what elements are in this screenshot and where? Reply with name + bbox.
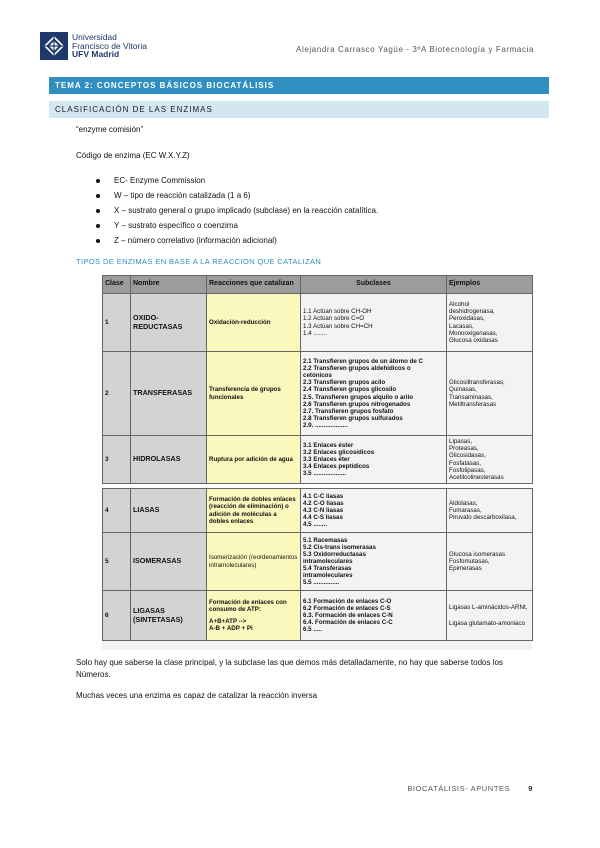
list-item-text: EC- Enzyme Commission xyxy=(114,176,206,185)
subclass-item: 3.4 Enlaces peptídicos xyxy=(303,463,370,471)
reaction-cell: Oxidación-reducción xyxy=(207,294,301,352)
subclass-item: 1.4 ........ xyxy=(303,329,328,337)
footer-label: BIOCATÁLISIS- APUNTES xyxy=(407,784,511,793)
example-item: Acetilcolinesterasas xyxy=(449,473,504,481)
example-item: Metiltransferasas xyxy=(449,400,497,408)
table-row xyxy=(103,294,533,352)
bullet-icon xyxy=(96,239,100,243)
list-item-text: Z – número correlativo (información adicional) xyxy=(114,236,277,245)
subclass-item: intramoleculares xyxy=(303,557,353,565)
bullet-icon xyxy=(96,179,100,183)
subclasses-cell xyxy=(301,591,447,641)
header-cell: Clase xyxy=(103,276,131,294)
class-cell: 3 xyxy=(103,436,131,484)
example-item: deshidrogenasa, xyxy=(449,308,495,316)
reaction-cell: Formación de dobles enlaces (reacción de eliminación) o adición de moléculas a dobles enlaces xyxy=(207,489,301,533)
examples-cell xyxy=(447,489,533,533)
subclass-item: 6.1 Formación de enlaces C-O xyxy=(303,597,392,605)
subclass-item: 3.2 Enlaces glicosídicos xyxy=(303,448,375,456)
list-item-text: X – sustrato general o grupo implicado (subclase) en la reacción catalítica. xyxy=(114,206,379,215)
header-cell: Ejemplos xyxy=(447,276,533,294)
enzyme-classes-table xyxy=(102,275,533,641)
name-cell: LIGASAS (SINTETASAS) xyxy=(131,591,207,641)
subclasses-cell xyxy=(301,352,447,436)
subclass-item: 2.6 Transfieren grupos nitrogenados xyxy=(303,400,411,408)
name-cell: LIASAS xyxy=(131,489,207,533)
example-item: Fosfomutasas, xyxy=(449,557,490,565)
example-item: Quinasas, xyxy=(449,386,477,394)
example-item: Peroxidasas, xyxy=(449,315,485,323)
examples-cell xyxy=(447,436,533,484)
page-footer xyxy=(407,784,533,793)
subclass-item: 6.4. Formación de enlaces C-C xyxy=(303,619,393,627)
reaction-cell xyxy=(207,591,301,641)
subclass-item: 2.7. Transfieren grupos fosfato xyxy=(303,407,394,415)
header-cell: Subclases xyxy=(301,276,447,294)
class-cell: 2 xyxy=(103,352,131,436)
subclass-item: 4.3 C-N liasas xyxy=(303,506,344,514)
example-item: Glicosiltransferasas, xyxy=(449,379,505,387)
header-cell: Nombre xyxy=(131,276,207,294)
subclass-item: 2.9. ................... xyxy=(303,422,348,429)
example-item: Monooxigenasas, xyxy=(449,329,498,337)
list-item xyxy=(96,203,378,218)
name-cell: HIDROLASAS xyxy=(131,436,207,484)
list-item-text: W – tipo de reacción catalizada (1 a 6) xyxy=(114,191,251,200)
table-header-row xyxy=(103,276,533,294)
example-item: Ligasa glutamato-amoniaco xyxy=(449,619,526,627)
subclass-item: 3.5 ................... xyxy=(303,470,346,478)
reaction-text: Formación de enlaces con consumo de ATP: xyxy=(209,598,287,613)
subclass-item: 1.3 Actúan sobre CH=CH xyxy=(303,322,373,330)
logo-line-1: Universidad xyxy=(72,32,117,43)
example-item: Ligasas L-aminácidos-ARNt, xyxy=(449,604,528,612)
subclass-item: 4.2 C-O liasas xyxy=(303,499,344,507)
examples-cell xyxy=(447,352,533,436)
subclass-item: intramoleculares xyxy=(303,572,353,580)
name-cell: ISOMERASAS xyxy=(131,533,207,591)
subclass-item: 2.4 Transfieren grupos glicosilo xyxy=(303,386,397,394)
examples-cell xyxy=(447,591,533,641)
note-paragraph-1: Solo hay que saberse la clase principal, y la subclase las que demos más detalladamente, no hay que saberse todos los Números. xyxy=(76,658,503,679)
table-row xyxy=(103,533,533,591)
header-author: Alejandra Carrasco Yagüe - 3ºA Biotecnología y Farmacia xyxy=(296,45,534,54)
example-item: Glucosa oxidasas xyxy=(449,336,498,344)
subclass-item: 3.3 Enlaces éter xyxy=(303,455,350,463)
header-cell: Reacciones que catalizan xyxy=(207,276,301,294)
examples-cell xyxy=(447,294,533,352)
logo-line-2: Francisco de Vitoria xyxy=(72,40,147,51)
example-item: Fosfatasas, xyxy=(449,459,481,467)
quote-text: “enzyme comisión” xyxy=(76,125,144,134)
name-cell: OXIDO-REDUCTASAS xyxy=(131,294,207,352)
list-item-text: Y – sustrato específico o coenzima xyxy=(114,221,238,230)
note-paragraph-2: Muchas veces una enzima es capaz de catalizar la reacción inversa xyxy=(76,691,318,700)
subclass-item: 5.2 Cis-trans isomerasas xyxy=(303,543,376,551)
reaction-equation-2: A-B + ADP + Pi xyxy=(209,625,253,633)
enzyme-code-text: Código de enzima (EC W.X.Y.Z) xyxy=(76,151,190,160)
list-item xyxy=(96,173,378,188)
reaction-cell: Transferencia de grupos funcionales xyxy=(207,352,301,436)
example-item: Alcohol xyxy=(449,301,470,309)
bullet-icon xyxy=(96,194,100,198)
list-item xyxy=(96,188,378,203)
class-cell: 4 xyxy=(103,489,131,533)
subclasses-cell xyxy=(301,533,447,591)
example-item: Transaminasas, xyxy=(449,393,493,401)
subclass-item: 2.3 Transfieren grupos acilo xyxy=(303,379,386,387)
example-item: Epimerasas xyxy=(449,565,482,573)
reaction-cell: Ruptura por adición de agua xyxy=(207,436,301,484)
subclass-item: 6.2 Formación de enlaces C-S xyxy=(303,604,391,612)
logo-line-3: UFV Madrid xyxy=(72,49,120,60)
table-row xyxy=(103,591,533,641)
subclass-item: 4.1 C-C liasas xyxy=(303,492,344,500)
table-row xyxy=(103,436,533,484)
code-bullet-list xyxy=(96,173,378,248)
subclasses-cell xyxy=(301,489,447,533)
subclass-item: 1.2 Actúan sobre C=O xyxy=(303,315,365,323)
subclass-item: 5.5 ............... xyxy=(303,579,340,587)
bullet-icon xyxy=(96,209,100,213)
logo-text xyxy=(72,33,147,59)
class-cell: 1 xyxy=(103,294,131,352)
university-logo xyxy=(40,30,160,62)
table-row xyxy=(103,489,533,533)
example-item: Glicosidasas, xyxy=(449,452,486,460)
example-item: Piruvato descarboxilasa, xyxy=(449,514,517,522)
list-item xyxy=(96,218,378,233)
list-item xyxy=(96,233,378,248)
example-item: Aldolasas, xyxy=(449,499,478,507)
ufv-emblem-icon xyxy=(40,32,68,60)
example-item: Lipasas, xyxy=(449,438,473,446)
class-cell: 6 xyxy=(103,591,131,641)
subclass-item: 2.1 Transfieren grupos de un átomo de C xyxy=(303,357,423,365)
example-item: Lacasas, xyxy=(449,322,474,330)
subclass-item: 2.2 Transfieren grupos aldehídicos o xyxy=(303,365,411,372)
subclass-item: 5.3 Oxidorreductasas xyxy=(303,550,366,558)
reaction-cell: Isomerización (reordenamientos intramoleculares) xyxy=(207,533,301,591)
class-cell: 5 xyxy=(103,533,131,591)
example-item: Proteasas, xyxy=(449,445,479,453)
subclass-item: 1.1 Actúan sobre CH-OH xyxy=(303,308,372,316)
table-row xyxy=(103,352,533,436)
page-number: 9 xyxy=(528,784,533,793)
name-cell: TRANSFERASAS xyxy=(131,352,207,436)
example-item: Fumarasas, xyxy=(449,506,482,514)
enzyme-classes-table-image xyxy=(102,275,532,650)
table-title: TIPOS DE ENZIMAS EN BASE A LA REACCION QUE CATALIZAN xyxy=(76,257,322,266)
example-item: Glucosa isomerasas xyxy=(449,550,506,558)
section-title: TEMA 2: CONCEPTOS BÁSICOS BIOCATÁLISIS xyxy=(49,77,549,94)
subclass-item: cetónicos xyxy=(303,372,332,380)
example-item: Fosfolipasas, xyxy=(449,466,486,474)
subclass-item: 3.1 Enlaces éster xyxy=(303,441,354,449)
subclass-item: 2.5. Transfieren grupos alquilo o arilo xyxy=(303,393,414,401)
subclasses-cell xyxy=(301,294,447,352)
examples-cell xyxy=(447,533,533,591)
subclass-item: 4.4 C-S liasas xyxy=(303,514,343,522)
subclass-item: 4.5 ........ xyxy=(303,521,328,529)
subclass-item: 2.8 Transfieren grupos sulfurados xyxy=(303,414,403,422)
section-subtitle: CLASIFICACIÓN DE LAS ENZIMAS xyxy=(49,101,549,118)
subclass-item: 6.5 ..... xyxy=(303,626,322,634)
bullet-icon xyxy=(96,224,100,228)
subclass-item: 6.3. Formación de enlaces C-N xyxy=(303,611,393,619)
subclasses-cell xyxy=(301,436,447,484)
subclass-item: 5.1 Racemasas xyxy=(303,536,348,544)
reaction-equation-1: A+B+ATP --> xyxy=(209,618,247,625)
subclass-item: 5.4 Transferasas xyxy=(303,565,352,573)
